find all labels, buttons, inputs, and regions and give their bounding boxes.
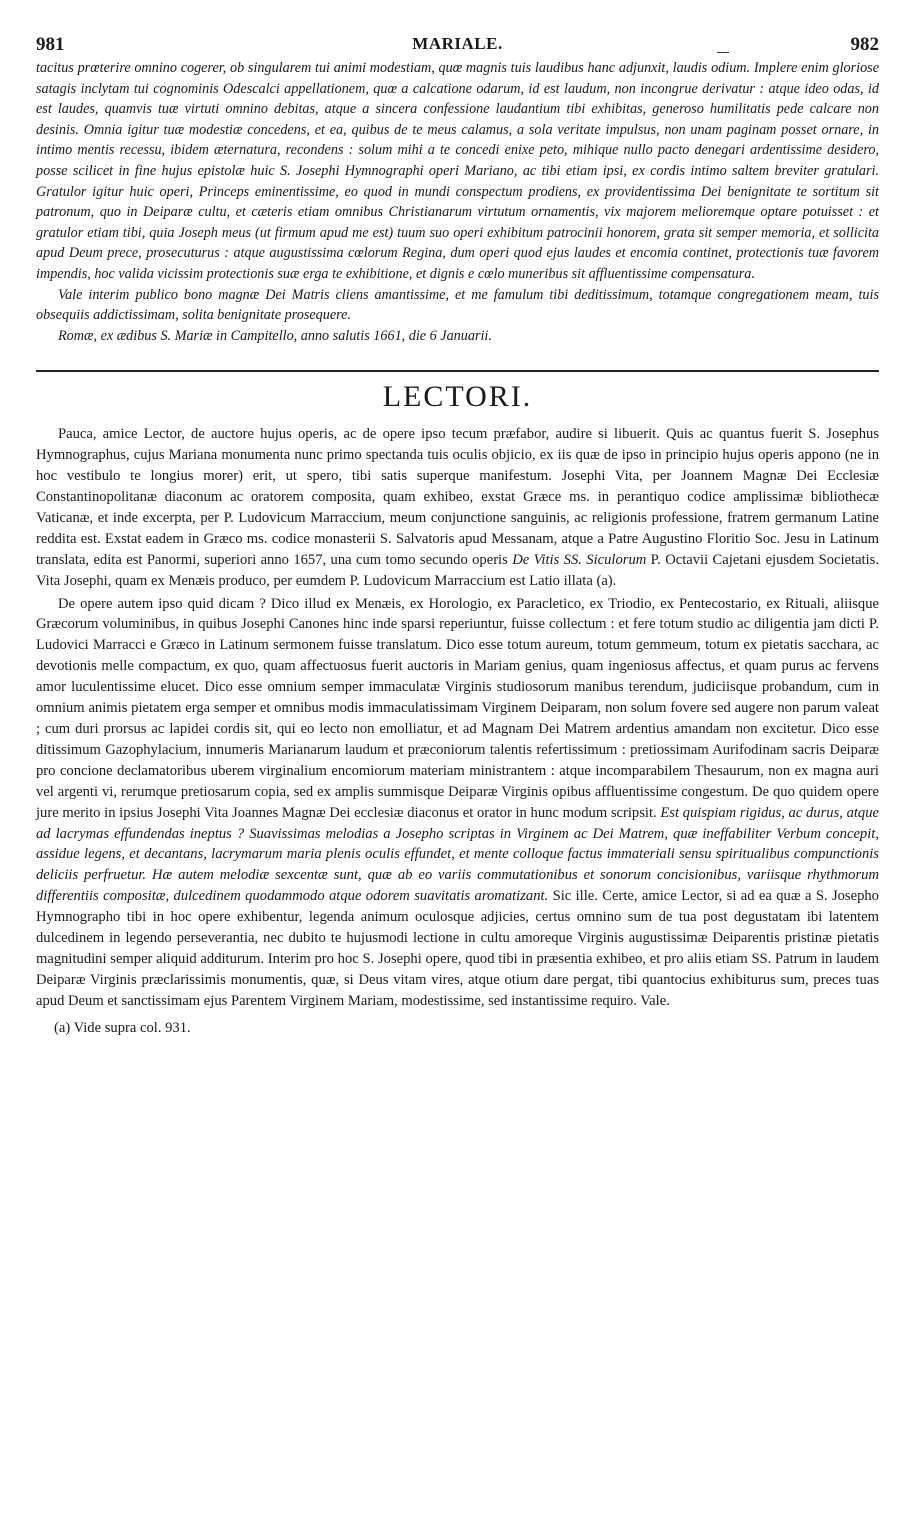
lector-paragraph-1 [36, 424, 879, 591]
header-mark [717, 52, 729, 53]
running-title: MARIALE. [412, 34, 503, 53]
lector-p1-text: Pauca, amice Lector, de auctore hujus operis, ac de opere ipso tecum præfabor, audire si libuerit. Quis ac quantus fuerit S. Josephus Hymnographus, cujus Mariana monumenta nunc primo spectanda tuis oculis objicio, ex iis quæ de ipso in principio hujus operis appono (ne in hoc vestibulo te longius morer) erit, ut spero, tibi satis superque manifestum. Josephi Vita, per Joannem Magnæ Dei Ecclesiæ Constantinopolitanæ diaconum ac oratorem composita, quam exhibeo, exstat Græce ms. in perantiquo codice amplissimæ bibliothecæ Vaticanæ, et inde excerpta, per P. Ludovicum Marraccium, meum conjunctione sanguinis, ac religionis professione, fratrem germanum Latine reddita est. Exstat eadem in Græco ms. codice monasterii S. Salvatoris apud Messanam, atque a Patre Augustino Floritio Soc. Jesu in Latinum translata, edita est Panormi, superiori anno 1657, una cum tomo secundo operis [36, 426, 879, 568]
lector-p2-text: De opere autem ipso quid dicam ? Dico illud ex Menæis, ex Horologio, ex Paracletico, ex Triodio, ex Pentecostario, ex Rituali, aliisque Græcorum voluminibus, in quibus Josephi Canones hinc inde sparsi reperiuntur, fuisse collectum : et fere totum studio ac diligentia jam dicti P. Ludovici Marracci e Græco in Latinum sermonem fuisse translatum. Dico esse totum aureum, totum gemmeum, totum ex pietatis sacchara, ac devotionis melle compactum, ex quo, quam affectuosus fuerit auctoris in Mariam genius, quam ingeniosus affectus, et quam purus ac fervens amor luculentissime elucet. Dico esse omnium semper immaculatæ Virginis studiosorum manibus terendum, judiciisque probandum, cum in omnium animis pietatem erga semper et omnibus modis immaculatissimam Virginem Deiparam, non solum fovere sed augere non parum valeat ; cum duri prorsus ac lapidei cordis sit, qui eo lecto non emolliatur, et ad Magnam Dei Matrem ardentius amandam non excitetur. Dico esse ditissimum Gazophylacium, innumeris Marianarum laudum et præconiorum talentis refertissimum : pretiossimam Aurifodinam sacris Deiparæ pro concione declamatoribus uberem virginalium encomiorum materiam ministrantem : atque incomparabilem Thesaurum, non ex magna auri vel argenti vi, rerumque pretiosarum copia, sed ex amplis summisque Deiparæ Virginis opibus affluentissime congestum. De quo quidem opere jure merito in ipsius Josephi Vita Joannes Magnæ Dei ecclesiæ diaconus et orator in hunc modum scripsit. [36, 595, 879, 821]
lector-paragraph-2 [36, 594, 879, 1012]
column-number-left: 981 [36, 34, 65, 55]
footnote-mark: (a) [54, 1019, 71, 1036]
letter-paragraph: tacitus prœterire omnino cogerer, ob singularem tui animi modestiam, quœ magnis tuis laudibus hanc adjunxit, laudis odium. Implere enim gloriose satagis inclytam tui cognominis Odescalci appellationem, quœ a calcatione odarum, id est laudum, non incongrue derivatur : atque ideo odas, id est laudes, quamvis tuæ virtuti omnino debitas, atque a sincera confessione laudantium tibi exhibitas, generoso humilitatis pede calcare non desinis. Omnia igitur tuæ modestiæ concedens, et ea, quibus de te meus calamus, a sola veritate impulsus, non unam paginam posset ornare, in intimo mentis recessu, ibidem æternatura, recondens : solum mihi a te concedi enixe peto, mihique nullo pacto denegari ardentissime desidero, posse scilicet in fine hujus epistolæ huic S. Josephi Hymnographi operi Mariano, ac tibi etiam ipsi, ex cordis intimo saltem breviter gratulari. Gratulor igitur huic operi, Princeps eminentissime, eo quod in mundi conspectum prodiens, ex providentissima Dei benignitate te sortitum sit patronum, quo in Deiparæ cultu, et cæteris etiam omnibus Christianarum virtutum ornamentis, vix majorem melioremque optare potuisset : et gratulor etiam tibi, quia Joseph meus (ut firmum apud me est) tuum suo operi exhibitum patrocinii honorem, grata sit semper memoria, et sollicita apud Deum prece, prosecuturus : atque augustissima cœlorum Regina, dum operi quod ejus laudes et encomia continet, protectionis tuæ favorem impendis, hoc valida vicissim protectionis suæ erga te exhibitione, et dignis e cœlo muneribus sit affluentissime compensatura. [36, 60, 879, 282]
footnote-reference: (a). [596, 572, 617, 589]
lector-p2-quotation: Est quispiam rigidus, ac durus, atque ad lacrymas effundendas ineptus ? Suavissimas melodias a Josepho scriptas in Virginem ac Dei Matrem, quæ ineffabiliter Verbum concepit, assidue legens, et decantans, lacrymarum maria plenis oculis effundet, et mente colloque factus immateriali sensu spiritualibus compunctionis deliciis perfruetur. Hæ autem melodiæ sexcentæ sunt, quæ ab eo variis commutationibus et sonorum concisionibus, variisque rhythmorum differentiis compositæ, dulcedinem quodammodo atque odorem suavitatis aromatizant. [36, 804, 879, 905]
lector-p2-conclusion: Sic ille. Certe, amice Lector, si ad ea quæ a S. Josepho Hymnographo tibi in hoc opere exhibentur, legenda animum oculosque adjicies, certus omnino sum de tua post degustatam ibi latentem dulcedinem in legendo perseverantia, nec dubito te hujusmodi lectione in cultu amoreque Virginis augustissimæ Deiparentis pristinæ pietatis magnitudini semper aliquid additurum. Interim pro hoc S. Josephi opere, quod tibi in præsentia exhibeo, et pro aliis etiam SS. Patrum in laudem Deiparæ Virginis præclarissimis monumentis, quæ, si Deus vitam vires, atque otium dare pergat, tibi quantocius exhibiturus sum, preces tuas apud Deum et sanctissimam ejus Parentem Virginem Mariam, modestissime, sed instantissime requiro. Vale. [36, 888, 879, 1009]
running-header [36, 34, 879, 58]
lector-p1-work-title: De Vitis SS. Siculorum [512, 551, 647, 568]
section-divider [36, 370, 879, 372]
letter-valediction: Vale interim publico bono magnæ Dei Matris cliens amantissime, et me famulum tibi deditissimum, totamque congregationem meam, tuis obsequiis addictissimam, solita benignitate prosequere. [36, 286, 879, 324]
footnote-text: Vide supra col. 931. [73, 1019, 191, 1036]
lector-preface [36, 424, 879, 1011]
footnote [36, 1018, 879, 1038]
lector-p1-text-cont: P. Octavii Cajetani ejusdem Societatis. Vita Josephi, quam ex Menæis produco, per eumdem P. Ludovicum Marraccium est Latio illata [36, 551, 879, 589]
section-title: LECTORI. [382, 380, 533, 414]
dedicatory-letter-end [36, 58, 879, 346]
column-number-right: 982 [850, 34, 879, 55]
letter-dateline: Romæ, ex ædibus S. Mariæ in Campitello, anno salutis 1661, die 6 Januarii. [58, 327, 492, 344]
